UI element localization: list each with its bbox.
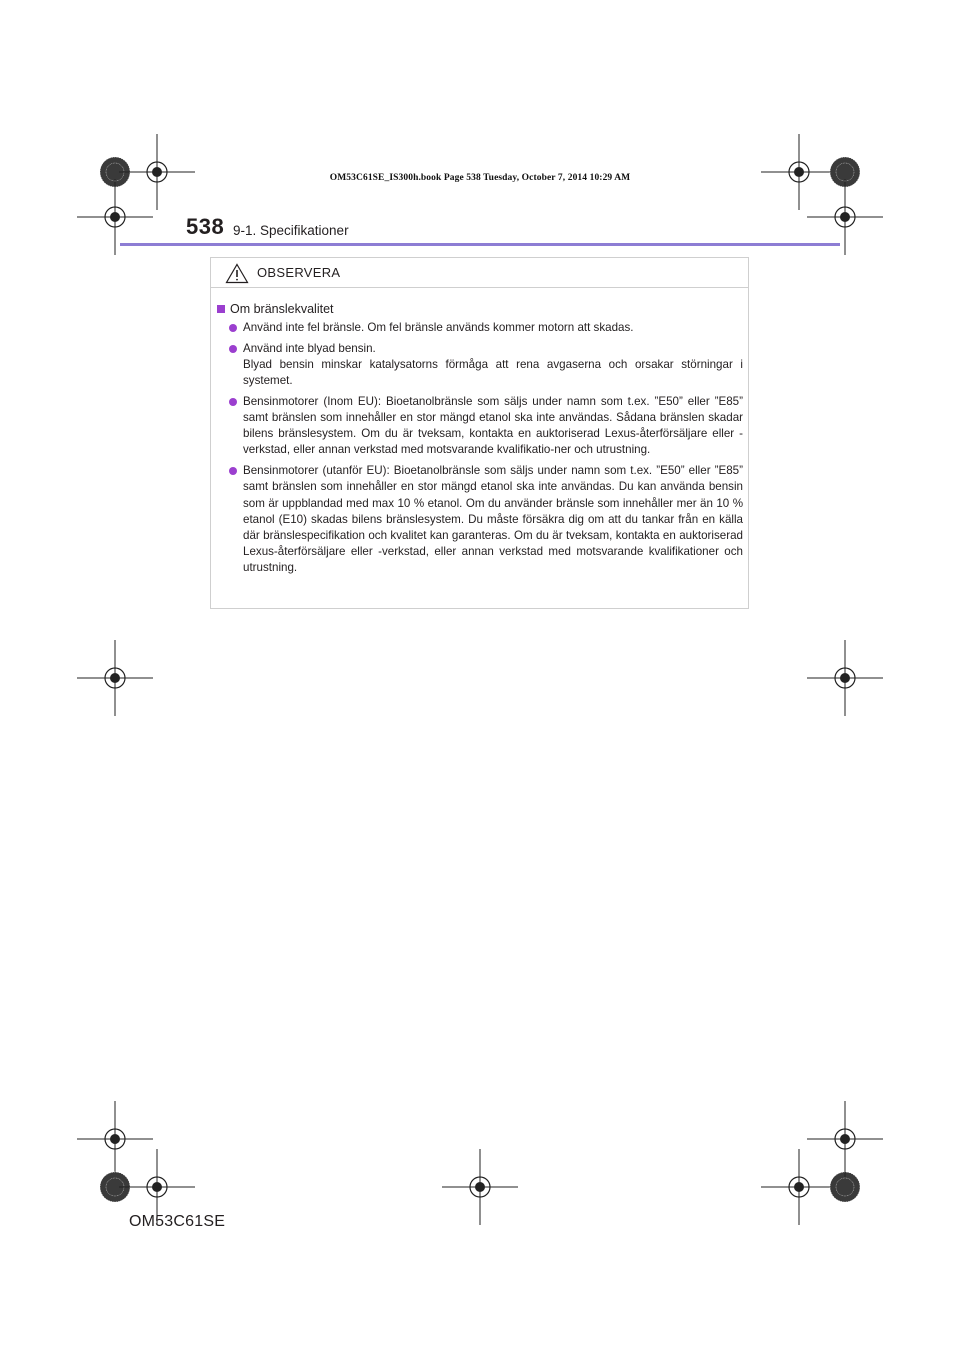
- notice-body: [217, 302, 743, 581]
- list-item-text: Blyad bensin minskar katalysatorns förmåga att rena avgaserna och orsakar störningar i systemet.: [243, 357, 743, 388]
- document-code: OM53C61SE: [129, 1213, 226, 1230]
- crosshair-mark-icon: [807, 1101, 883, 1177]
- crosshair-mark-icon: [77, 1101, 153, 1177]
- list-item-text: Bensinmotorer (Inom EU): Bioetanolbränsle som säljs under namn som t.ex. ”E50” eller ”E85” samt bränslen som innehåller en stor mängd etanol ska inte användas. Sådana bränslen skadar bilens bränslesystem. Om du är tveksam, kontakta en auktoriserad Lexus-återförsäljare eller -verkstad, eller annan verkstad med motsvarande kvalifikatio-ner och utrustning.: [243, 394, 743, 457]
- section-title: 9-1. Specifikationer: [233, 223, 349, 238]
- bullet-dot-icon: [229, 398, 237, 406]
- list-item-text: Använd inte fel bränsle. Om fel bränsle används kommer motorn att skadas.: [243, 321, 634, 334]
- list-item-text: Bensinmotorer (utanför EU): Bioetanolbränsle som säljs under namn som t.ex. ”E50” eller ”E85” samt bränslen som innehåller en stor mängd etanol ska inte användas. Du kan använda bensin som är uppblandad med max 10 % etanol. Om du använder bränsle som innehåller mer än 10 % etanol (E10) skadas bilens bränslesystem. Du måste försäkra dig om att du tankar från en källa där bränslespecifikation och kvalitet kan garanteras. Om du är tveksam, kontakta en auktoriserad Lexus-återförsäljare eller -verkstad, eller annan verkstad med motsvarande kvalifikationer och utrustning.: [243, 464, 743, 575]
- list-item: [217, 320, 743, 336]
- print-file-info: OM53C61SE_IS300h.book Page 538 Tuesday, October 7, 2014 10:29 AM: [329, 173, 631, 183]
- bullet-dot-icon: [229, 324, 237, 332]
- notice-header: [211, 258, 748, 288]
- crosshair-mark-icon: [761, 1149, 837, 1225]
- crosshair-mark-icon: [77, 640, 153, 716]
- notice-subheading: [217, 302, 743, 316]
- crosshair-mark-icon: [807, 640, 883, 716]
- warning-triangle-icon: [225, 263, 249, 284]
- crosshair-mark-icon: [761, 134, 837, 210]
- notice-title: OBSERVERA: [257, 265, 341, 280]
- square-bullet-icon: [217, 305, 225, 313]
- list-item: [217, 463, 743, 576]
- list-item: [217, 341, 743, 390]
- list-item-text: Använd inte blyad bensin.: [243, 341, 376, 355]
- warning-notice-box: [210, 257, 749, 609]
- bullet-dot-icon: [229, 467, 237, 475]
- header-divider: [120, 243, 840, 246]
- page-number: 538: [186, 214, 225, 239]
- bullet-dot-icon: [229, 345, 237, 353]
- list-item: [217, 394, 743, 459]
- crosshair-mark-icon: [119, 134, 195, 210]
- crosshair-mark-icon: [442, 1149, 518, 1225]
- subheading-text: Om bränslekvalitet: [230, 302, 334, 316]
